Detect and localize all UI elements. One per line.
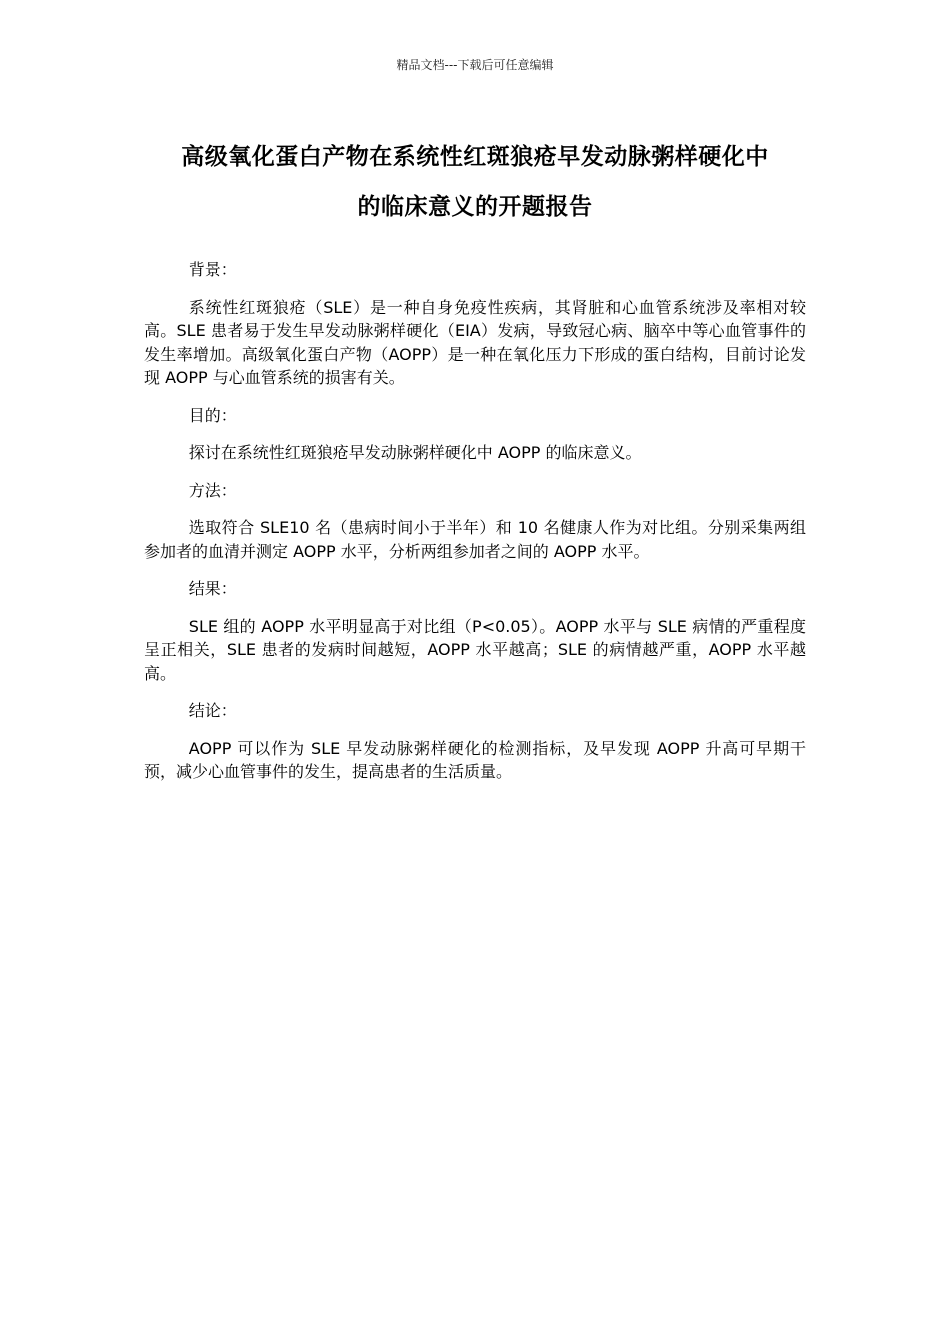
section-text: 选取符合 SLE10 名（患病时间小于半年）和 10 名健康人作为对比组。分别采集两组参加者的血清并测定 AOPP 水平，分析两组参加者之间的 AOPP 水平。 [144, 518, 806, 561]
section-label: 结论： [188, 701, 237, 720]
section-label: 背景： [188, 260, 237, 279]
title-line-1: 高级氧化蛋白产物在系统性红斑狼疮早发动脉粥样硬化中 [181, 144, 769, 170]
document-title [140, 132, 810, 232]
header-note: 精品文档---下载后可任意编辑 [396, 58, 554, 72]
title-line-2: 的临床意义的开题报告 [357, 194, 593, 220]
section-methods [144, 479, 806, 564]
section-text: AOPP 可以作为 SLE 早发动脉粥样硬化的检测指标，及早发现 AOPP 升高可早期干预，减少心血管事件的发生，提高患者的生活质量。 [144, 738, 806, 781]
section-text: SLE 组的 AOPP 水平明显高于对比组（P<0.05）。AOPP 水平与 SLE 病情的严重程度呈正相关，SLE 患者的发病时间越短，AOPP 水平越高；SLE 的病情越严重，AOPP 水平越高。 [144, 616, 806, 683]
section-label: 结果： [188, 579, 237, 598]
section-background [144, 258, 806, 390]
section-results [144, 577, 806, 685]
section-text: 探讨在系统性红斑狼疮早发动脉粥样硬化中 AOPP 的临床意义。 [188, 443, 642, 462]
section-label: 目的： [188, 405, 237, 425]
section-conclusion [144, 699, 806, 784]
section-label: 方法： [188, 480, 237, 500]
section-objective [144, 404, 806, 465]
section-text: 系统性红斑狼疮（SLE）是一种自身免疫性疾病，其肾脏和心血管系统涉及率相对较高。SLE 患者易于发生早发动脉粥样硬化（EIA）发病，导致冠心病、脑卒中等心血管事件的发生率增加。高级氧化蛋白产物（AOPP）是一种在氧化压力下形成的蛋白结构，目前讨论发现 AOPP 与心血管系统的损害有关。 [144, 297, 806, 387]
document-body [144, 258, 806, 798]
